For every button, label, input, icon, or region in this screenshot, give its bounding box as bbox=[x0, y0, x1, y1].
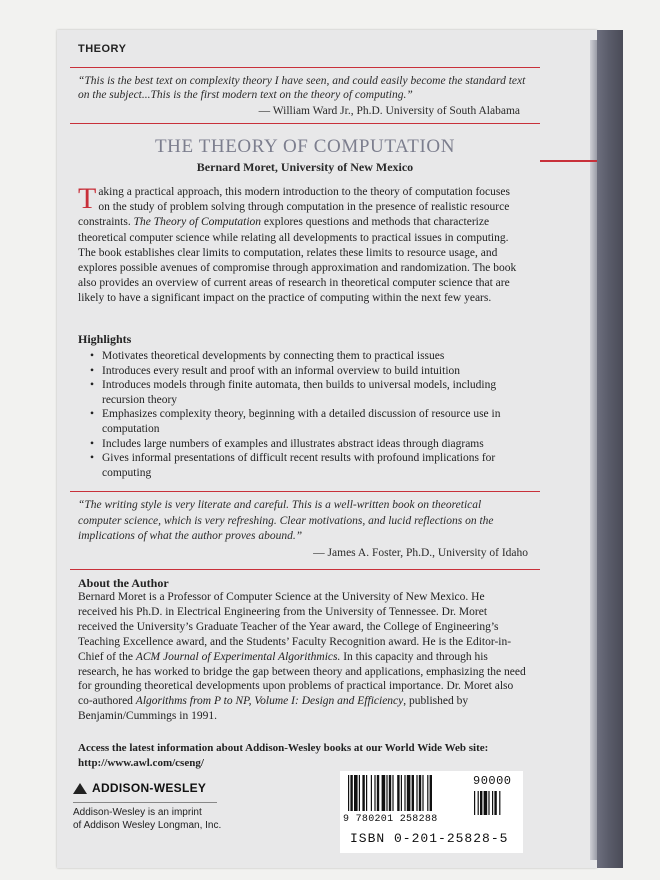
barcode-bar bbox=[427, 775, 428, 811]
drop-cap: T bbox=[78, 182, 97, 215]
barcode-bar bbox=[488, 791, 489, 815]
about-text-1: Bernard Moret is a Professor of Computer Science at the University of New Mexico. He received his Ph.D. in Electrical Engineering from the University of Tennessee. Dr. Moret received the University’s Graduate Teacher of the Year award, the College of Engineering’s Teaching Excellence award, and the Students’ Faculty Recognition award. He is the Editor-in-Chief of the bbox=[78, 591, 512, 663]
barcode-bar bbox=[366, 775, 367, 811]
website-url[interactable]: http://www.awl.com/cseng/ bbox=[78, 757, 204, 769]
about-text-2: In this capacity and through his research, he has worked to bridge the gap between theory and applications, emphasizing the need for grounding theoretical developments upon problems of practical importance. Dr. Moret also co-authored bbox=[78, 650, 526, 708]
coauthored-book-title: Algorithms from P to NP, Volume I: Design and Efficiency bbox=[135, 695, 404, 708]
barcode-bar bbox=[480, 791, 482, 815]
barcode-bar bbox=[412, 775, 414, 811]
bullet-icon: • bbox=[90, 364, 95, 377]
divider-above-review bbox=[70, 491, 540, 492]
book-author: Bernard Moret, University of New Mexico bbox=[196, 160, 414, 174]
publisher-triangle-icon bbox=[73, 783, 87, 794]
about-text-3: , published by Benjamin/Cummings in 1991. bbox=[78, 695, 469, 723]
book-description bbox=[78, 182, 522, 307]
review-attribution-bottom: — James A. Foster, Ph.D., University of Idaho bbox=[313, 547, 528, 559]
highlight-text: Includes large numbers of examples and illustrates abstract ideas through diagrams bbox=[102, 437, 484, 450]
barcode-bar bbox=[419, 775, 421, 811]
barcode-bar bbox=[478, 791, 479, 815]
publisher-logo bbox=[73, 781, 206, 795]
barcode-bar bbox=[374, 775, 375, 811]
bullet-icon: • bbox=[90, 437, 95, 450]
barcode-bar bbox=[492, 791, 493, 815]
barcode-bar bbox=[362, 775, 364, 811]
bullet-icon: • bbox=[90, 379, 95, 392]
barcode-bar bbox=[389, 775, 391, 811]
highlight-text: Introduces models through finite automata, then builds to universal models, including recursion theory bbox=[102, 379, 497, 406]
list-item bbox=[90, 349, 530, 364]
barcode-bar bbox=[377, 775, 379, 811]
highlight-text: Motivates theoretical developments by connecting them to practical issues bbox=[102, 350, 445, 362]
list-item bbox=[90, 407, 530, 436]
list-item bbox=[90, 378, 530, 407]
isbn-number: ISBN 0-201-25828-5 bbox=[350, 831, 509, 846]
highlights-heading: Highlights bbox=[78, 332, 132, 346]
list-item bbox=[90, 437, 530, 452]
divider-below-review bbox=[70, 569, 540, 570]
book-title: THE THEORY OF COMPUTATION bbox=[154, 136, 456, 157]
imprint-line-1: Addison-Wesley is an imprint bbox=[73, 807, 202, 818]
imprint-note bbox=[73, 806, 221, 832]
journal-title: ACM Journal of Experimental Algorithmics. bbox=[135, 650, 341, 663]
series-label: THEORY bbox=[78, 43, 127, 55]
barcode-bar bbox=[382, 775, 386, 811]
barcode-bar bbox=[359, 775, 360, 811]
imprint-line-2: of Addison Wesley Longman, Inc. bbox=[73, 820, 222, 831]
barcode-bar bbox=[499, 791, 500, 815]
barcode-bar bbox=[407, 775, 411, 811]
review-quote-top: “This is the best text on complexity theory I have seen, and could easily become the standard text on the subject...This is the first modern text on the theory of computing.” bbox=[78, 75, 526, 101]
publisher-logo-text: ADDISON-WESLEY bbox=[92, 781, 207, 795]
barcode-bar bbox=[484, 791, 488, 815]
divider-below-quote bbox=[70, 123, 540, 124]
barcode-bar bbox=[350, 775, 352, 811]
divider-top bbox=[70, 67, 540, 68]
barcode-bar bbox=[397, 775, 399, 811]
review-quote-bottom: “The writing style is very literate and careful. This is a well-written book on theoretical computer science, which is very refreshing. Clear motivations, and lucid reflections on the implications of what the author proves abound.” bbox=[78, 499, 494, 542]
description-text-2: explores questions and methods that characterize theoretical computer science while relating all developments to practical issues in computing. The book establishes clear limits to computation, relates these limits to resource usage, and explores possible avenues of compromise through approximation and randomization. The book also provides an overview of current areas of research in theoretical computer science that are likely to have a significant impact on the practice of computing within the next few years. bbox=[78, 216, 517, 305]
list-item bbox=[90, 451, 530, 480]
about-author-text bbox=[78, 590, 526, 724]
barcode-bar bbox=[371, 775, 372, 811]
barcode-bar bbox=[416, 775, 417, 811]
access-text: Access the latest information about Addison-Wesley books at our World Wide Web site: bbox=[78, 742, 489, 754]
about-author-heading: About the Author bbox=[78, 576, 169, 590]
web-access-note bbox=[78, 741, 538, 771]
barcode-bar bbox=[494, 791, 496, 815]
bullet-icon: • bbox=[90, 452, 95, 465]
highlight-text: Introduces every result and proof with an informal overview to build intuition bbox=[102, 364, 461, 377]
barcode-bar bbox=[422, 775, 423, 811]
book-spine bbox=[597, 30, 623, 868]
page-edge bbox=[590, 40, 597, 860]
barcode-bar bbox=[430, 775, 432, 811]
barcode-bar bbox=[348, 775, 349, 811]
description-text-1: aking a practical approach, this modern introduction to the theory of computation focuses on the study of problem solving through computation in the presence of realistic resource constraints. bbox=[78, 186, 510, 229]
barcode-bar bbox=[474, 791, 475, 815]
barcode-digits: 9 780201 258288 bbox=[343, 814, 438, 825]
highlights-list bbox=[90, 349, 530, 480]
imprint-divider bbox=[73, 802, 217, 803]
isbn-barcode bbox=[340, 771, 523, 853]
bullet-icon: • bbox=[90, 350, 95, 362]
highlight-text: Gives informal presentations of difficult recent results with profound implications for computing bbox=[102, 452, 496, 479]
description-title-italic: The Theory of Computation bbox=[133, 216, 262, 229]
bullet-icon: • bbox=[90, 408, 95, 421]
review-attribution-top: — William Ward Jr., Ph.D. University of South Alabama bbox=[258, 105, 520, 117]
barcode-bar bbox=[386, 775, 387, 811]
barcode-bar bbox=[392, 775, 393, 811]
price-code: 90000 bbox=[473, 774, 512, 788]
highlight-text: Emphasizes complexity theory, beginning with a detailed discussion of resource use in computation bbox=[102, 408, 501, 435]
barcode-bar bbox=[354, 775, 358, 811]
barcode-bar bbox=[401, 775, 402, 811]
barcode-bar bbox=[404, 775, 405, 811]
spine-accent-line bbox=[540, 160, 597, 162]
list-item bbox=[90, 364, 530, 379]
